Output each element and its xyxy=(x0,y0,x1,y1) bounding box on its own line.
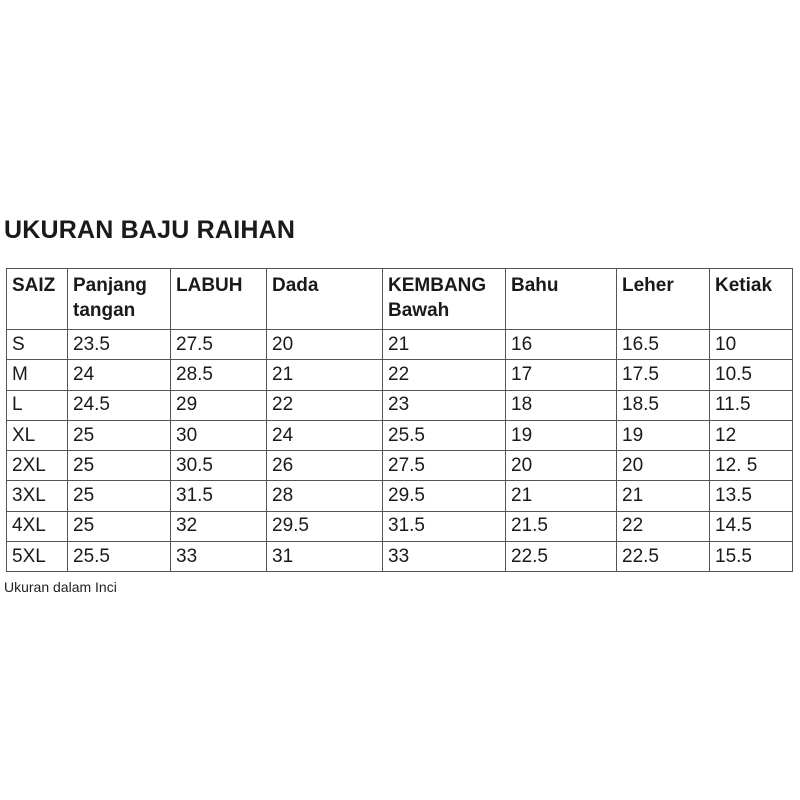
size-cell: 3XL xyxy=(7,481,68,511)
table-row xyxy=(7,481,793,511)
column-header: SAIZ xyxy=(7,269,68,330)
measurement-cell: 25 xyxy=(68,511,171,541)
measurement-cell: 28.5 xyxy=(171,360,267,390)
table-row xyxy=(7,511,793,541)
table-body xyxy=(7,330,793,572)
measurement-cell: 20 xyxy=(506,451,617,481)
measurement-cell: 26 xyxy=(267,451,383,481)
size-cell: 2XL xyxy=(7,451,68,481)
size-cell: M xyxy=(7,360,68,390)
measurement-cell: 32 xyxy=(171,511,267,541)
column-header: Bahu xyxy=(506,269,617,330)
measurement-cell: 10 xyxy=(710,330,793,360)
measurement-cell: 25.5 xyxy=(68,542,171,572)
unit-note: Ukuran dalam Inci xyxy=(4,579,117,595)
measurement-cell: 31 xyxy=(267,542,383,572)
measurement-cell: 23.5 xyxy=(68,330,171,360)
column-header: LABUH xyxy=(171,269,267,330)
measurement-cell: 19 xyxy=(617,420,710,450)
measurement-cell: 28 xyxy=(267,481,383,511)
measurement-cell: 22 xyxy=(267,390,383,420)
table-row xyxy=(7,330,793,360)
measurement-cell: 11.5 xyxy=(710,390,793,420)
measurement-cell: 16.5 xyxy=(617,330,710,360)
measurement-cell: 31.5 xyxy=(383,511,506,541)
size-table xyxy=(6,268,793,572)
table-row xyxy=(7,390,793,420)
column-header: Leher xyxy=(617,269,710,330)
measurement-cell: 29 xyxy=(171,390,267,420)
measurement-cell: 22.5 xyxy=(506,542,617,572)
measurement-cell: 25 xyxy=(68,420,171,450)
measurement-cell: 33 xyxy=(171,542,267,572)
measurement-cell: 27.5 xyxy=(171,330,267,360)
measurement-cell: 29.5 xyxy=(267,511,383,541)
measurement-cell: 29.5 xyxy=(383,481,506,511)
table-row xyxy=(7,451,793,481)
measurement-cell: 18 xyxy=(506,390,617,420)
size-cell: 4XL xyxy=(7,511,68,541)
table-header-row xyxy=(7,269,793,330)
measurement-cell: 22 xyxy=(383,360,506,390)
measurement-cell: 21 xyxy=(506,481,617,511)
measurement-cell: 13.5 xyxy=(710,481,793,511)
measurement-cell: 21 xyxy=(267,360,383,390)
measurement-cell: 12 xyxy=(710,420,793,450)
measurement-cell: 24 xyxy=(267,420,383,450)
table-row xyxy=(7,542,793,572)
size-cell: 5XL xyxy=(7,542,68,572)
size-cell: XL xyxy=(7,420,68,450)
measurement-cell: 30 xyxy=(171,420,267,450)
table-row xyxy=(7,420,793,450)
measurement-cell: 21.5 xyxy=(506,511,617,541)
measurement-cell: 30.5 xyxy=(171,451,267,481)
measurement-cell: 18.5 xyxy=(617,390,710,420)
page-title: UKURAN BAJU RAIHAN xyxy=(4,216,296,244)
measurement-cell: 15.5 xyxy=(710,542,793,572)
measurement-cell: 20 xyxy=(267,330,383,360)
measurement-cell: 25.5 xyxy=(383,420,506,450)
measurement-cell: 17.5 xyxy=(617,360,710,390)
size-cell: L xyxy=(7,390,68,420)
measurement-cell: 25 xyxy=(68,451,171,481)
measurement-cell: 10.5 xyxy=(710,360,793,390)
measurement-cell: 24.5 xyxy=(68,390,171,420)
column-header: Dada xyxy=(267,269,383,330)
measurement-cell: 24 xyxy=(68,360,171,390)
table-row xyxy=(7,360,793,390)
measurement-cell: 19 xyxy=(506,420,617,450)
measurement-cell: 27.5 xyxy=(383,451,506,481)
measurement-cell: 25 xyxy=(68,481,171,511)
measurement-cell: 33 xyxy=(383,542,506,572)
measurement-cell: 14.5 xyxy=(710,511,793,541)
measurement-cell: 20 xyxy=(617,451,710,481)
measurement-cell: 16 xyxy=(506,330,617,360)
column-header: Panjang tangan xyxy=(68,269,171,330)
column-header: KEMBANG Bawah xyxy=(383,269,506,330)
column-header: Ketiak xyxy=(710,269,793,330)
measurement-cell: 31.5 xyxy=(171,481,267,511)
measurement-cell: 21 xyxy=(383,330,506,360)
measurement-cell: 17 xyxy=(506,360,617,390)
measurement-cell: 22 xyxy=(617,511,710,541)
measurement-cell: 21 xyxy=(617,481,710,511)
measurement-cell: 22.5 xyxy=(617,542,710,572)
measurement-cell: 23 xyxy=(383,390,506,420)
measurement-cell: 12. 5 xyxy=(710,451,793,481)
size-cell: S xyxy=(7,330,68,360)
